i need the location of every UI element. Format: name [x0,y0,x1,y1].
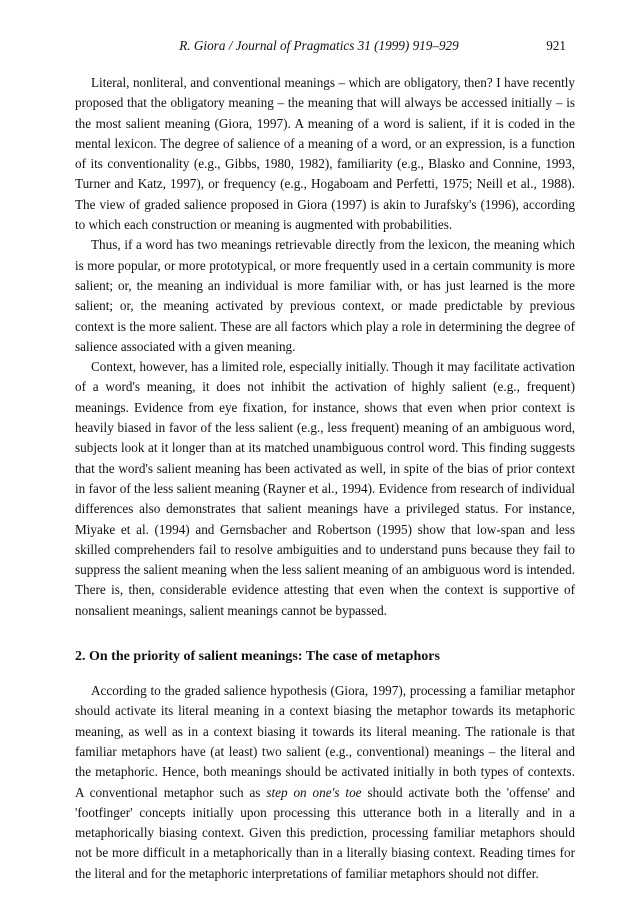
body-text [75,73,575,884]
paragraph-graded-salience [75,681,575,884]
page-number: 921 [546,38,566,53]
paragraph-text-part-2: should activate both the 'offense' and 'footfinger' concepts initially upon processing this utterance both in a literally and in a metaphorically biasing context. Given this prediction, processing familiar metaphors should not be more difficult in a metaphorically than in a literally biasing context. Reading times for the literal and for the metaphoric interpretations of familiar metaphors should not differ. [75,784,575,881]
paragraph-salient-meaning: Literal, nonliteral, and conventional meanings – which are obligatory, then? I have recently proposed that the obligatory meaning – the meaning that will always be accessed initially – is the most salient meaning (Giora, 1997). A meaning of a word is salient, if it is coded in the mental lexicon. The degree of salience of a meaning of a word, or an expression, is a function of its conventionality (e.g., Gibbs, 1980, 1982), familiarity (e.g., Blasko and Connine, 1993, Turner and Katz, 1997), or frequency (e.g., Hogaboam and Perfetti, 1975; Neill et al., 1988). The view of graded salience proposed in Giora (1997) is akin to Jurafsky's (1996), according to which each construction or meaning is augmented with probabilities. [75,75,575,233]
running-head: R. Giora / Journal of Pragmatics 31 (1999) 919–929 [179,38,459,53]
paragraph-context-role: Context, however, has a limited role, especially initially. Though it may facilitate activation of a word's meaning, it does not inhibit the activation of highly salient (e.g., frequent) meanings. Evidence from eye fixation, for instance, shows that even when prior context is heavily biased in favor of the less salient (e.g., less frequent) meaning of an ambiguous word, subjects look at it longer than at its matched unambiguous control word. This finding suggests that the word's salient meaning has been activated as well, in spite of the bias of prior context in favor of the less salient meaning (Rayner et al., 1994). Evidence from research of individual differences also demonstrates that salient meanings have a privileged status. For instance, Miyake et al. (1994) and Gernsbacher and Robertson (1995) show that low-span and less skilled comprehenders fail to resolve ambiguities and to understand puns because they fail to suppress the salient meaning when the less salient meaning of an ambiguous word is intended. There is, then, considerable evidence attesting that even when the context is supportive of nonsalient meanings, salient meanings cannot be bypassed. [75,359,575,618]
page-header [0,38,638,58]
section-heading: 2. On the priority of salient meanings: The case of metaphors [75,649,440,665]
italic-example-phrase: step on one's toe [266,784,362,800]
paragraph-text-part-1: According to the graded salience hypothesis (Giora, 1997), processing a familiar metaphor should activate its literal meaning in a context biasing the metaphor towards its metaphoric meaning, as well as in a context biasing it towards its literal meaning. The rationale is that familiar metaphors have (at least) two salient (e.g., conventional) meanings – the literal and the metaphoric. Hence, both meanings should be activated initially in both types of contexts. A conventional metaphor such as [75,683,575,800]
paragraph-lexicon-meanings: Thus, if a word has two meanings retrievable directly from the lexicon, the meaning which is more popular, or more prototypical, or more frequently used in a certain community is more salient; or, the meaning an individual is more familiar with, or has just learned is the more salient; or, the meaning activated by previous context, or made predictable by previous context is the more salient. These are all factors which play a role in determining the degree of salience associated with a given meaning. [75,237,575,354]
